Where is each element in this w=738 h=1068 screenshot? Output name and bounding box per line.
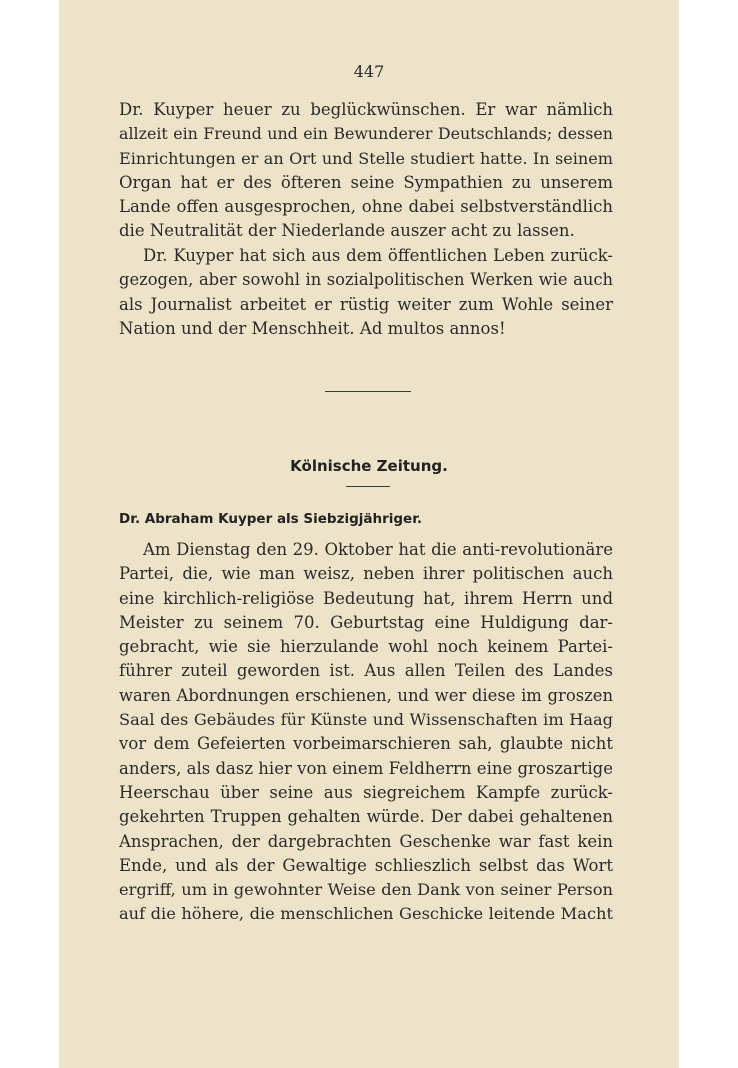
- text-line: führer zuteil geworden ist. Aus allen Teilen des Landes: [119, 661, 613, 681]
- text-line: Dr. Kuyper heuer zu beglückwünschen. Er war nämlich: [119, 100, 613, 119]
- text-line: Partei, die, wie man weisz, neben ihrer politischen auch: [119, 564, 613, 584]
- section-divider: [325, 391, 411, 392]
- text-line: Lande offen ausgesprochen, ohne dabei selbstverständlich: [119, 197, 613, 217]
- book-page: [59, 0, 679, 1068]
- text-line: Saal des Gebäudes für Künste und Wissenschaften im Haag: [119, 710, 613, 730]
- text-line: Ansprachen, der dargebrachten Geschenke war fast kein: [119, 831, 613, 851]
- text-line: als Journalist arbeitet er rüstig weiter zum Wohle seiner: [119, 294, 613, 314]
- text-line: Meister zu seinem 70. Geburtstag eine Huldigung dar-: [119, 612, 613, 632]
- text-line: vor dem Gefeierten vorbeimarschieren sah, glaubte nicht: [119, 734, 613, 754]
- paragraph-1: [119, 98, 613, 244]
- text-line: Ende, und als der Gewaltige schlieszlich selbst das Wort: [119, 855, 613, 875]
- text-line: eine kirchlich-religiöse Bedeutung hat, ihrem Herrn und: [119, 588, 613, 608]
- text-line: Dr. Kuyper hat sich aus dem öffentlichen Leben zurück-: [143, 246, 613, 265]
- section-title: Kölnische Zeitung.: [290, 457, 448, 475]
- text-line: gekehrten Truppen gehalten würde. Der dabei gehaltenen: [119, 807, 613, 827]
- paragraph-2: [119, 244, 613, 341]
- article-body: [119, 538, 613, 927]
- title-underline: [346, 486, 390, 487]
- text-line: gebracht, wie sie hierzulande wohl noch keinem Partei-: [119, 637, 613, 657]
- text-line: waren Abordnungen erschienen, und wer diese im groszen: [119, 685, 613, 705]
- text-line: die Neutralität der Niederlande auszer acht zu lassen.: [119, 221, 575, 241]
- text-line: Am Dienstag den 29. Oktober hat die anti-revolutionäre: [143, 540, 613, 559]
- text-line: Nation und der Menschheit. Ad multos annos!: [119, 318, 506, 338]
- text-line: allzeit ein Freund und ein Bewunderer Deutschlands; dessen: [119, 124, 613, 144]
- text-line: Heerschau über seine aus siegreichem Kampfe zurück-: [119, 782, 613, 802]
- article-title: Dr. Abraham Kuyper als Siebzigjähriger.: [119, 511, 423, 527]
- text-line: auf die höhere, die menschlichen Geschicke leitende Macht: [119, 904, 613, 924]
- text-line: gezogen, aber sowohl in sozialpolitischen Werken wie auch: [119, 270, 613, 290]
- text-line: Organ hat er des öfteren seine Sympathien zu unserem: [119, 172, 613, 192]
- text-line: anders, als dasz hier von einem Feldherrn eine groszartige: [119, 758, 613, 778]
- text-line: Einrichtungen er an Ort und Stelle studiert hatte. In seinem: [119, 148, 613, 168]
- page-number: 447: [353, 62, 385, 81]
- text-line: ergriff, um in gewohnter Weise den Dank von seiner Person: [119, 880, 613, 900]
